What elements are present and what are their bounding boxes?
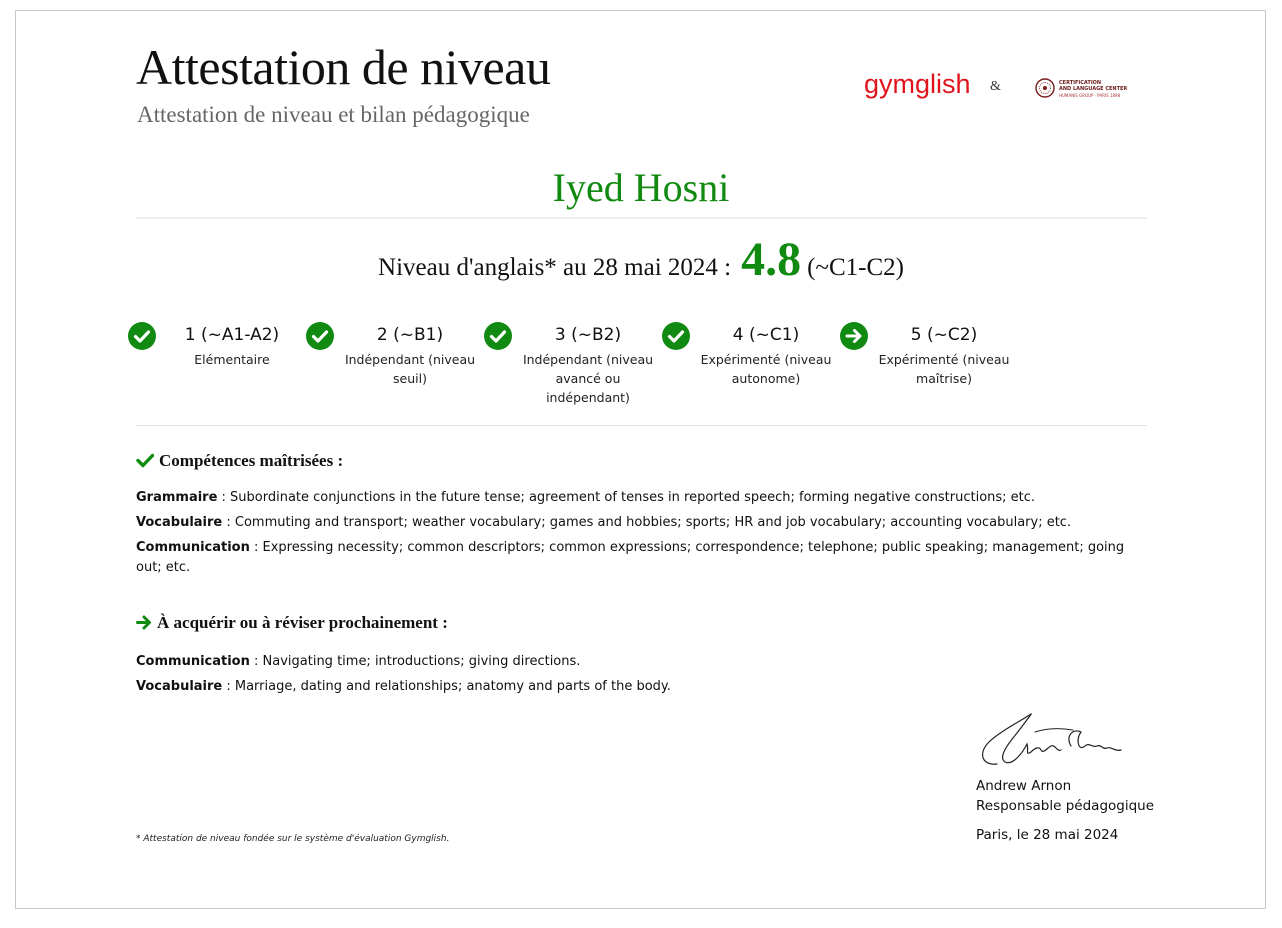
partner-logo [1035,78,1135,102]
partner-logo-line-1: CERTIFICATION [1059,80,1102,86]
partner-logo-line-3: HUMANIS GROUP · PARIS 1898 [1059,93,1121,98]
signer-name: Andrew Arnon [976,778,1072,794]
to-learn-section-title [136,613,448,633]
step-description: Elémentaire [194,352,270,367]
step-level: 3 (~B2) [554,325,622,345]
level-steps [128,322,1128,412]
item-text: : Subordinate conjunctions in the future tense; agreement of tenses in reported speech; forming negative constructions; etc. [217,490,1036,505]
level-step [840,322,1018,412]
page-title: Attestation de niveau [136,39,551,95]
check-icon [136,453,154,468]
learner-name: Iyed Hosni [552,165,730,210]
to-learn-item [136,677,1147,697]
level-cefr: (~C1-C2) [807,254,904,281]
ampersand: & [990,79,1001,94]
footnote: * Attestation de niveau fondée sur le système d'évaluation Gymglish. [136,834,450,844]
page-subtitle: Attestation de niveau et bilan pédagogique [137,102,530,127]
check-circle-icon [484,322,512,350]
step-level: 2 (~B1) [376,325,444,345]
mastered-item [136,538,1147,578]
level-step [662,322,840,412]
item-label: Vocabulaire [136,515,223,530]
level-step [484,322,662,412]
mastered-item [136,513,1147,533]
step-description: Expérimenté (niveau autonome) [700,352,832,386]
item-text: : Navigating time; introductions; giving directions. [249,654,581,669]
item-label: Grammaire [136,490,218,505]
item-label: Communication [136,654,250,669]
level-score: 4.8 [741,233,802,286]
step-description: Indépendant (niveau avancé ou indépendant) [522,352,654,405]
to-learn-item [136,652,1147,672]
mastered-item [136,488,1147,508]
place-date: Paris, le 28 mai 2024 [976,827,1119,843]
step-level: 5 (~C2) [910,325,978,345]
level-step [128,322,306,412]
item-label: Communication [136,540,250,555]
arrow-circle-icon [840,322,868,350]
seal-icon [1035,78,1055,98]
step-level: 1 (~A1-A2) [184,325,280,345]
level-step [306,322,484,412]
check-circle-icon [306,322,334,350]
divider [136,217,1147,219]
check-circle-icon [662,322,690,350]
signer-block [976,776,1154,816]
signature-image [975,706,1125,776]
gymglish-logo: gymglish [864,69,971,99]
divider [136,425,1147,426]
item-text: : Marriage, dating and relationships; anatomy and parts of the body. [222,679,671,694]
item-text: : Commuting and transport; weather vocabulary; games and hobbies; sports; HR and job vocabulary; accounting vocabulary; etc. [222,515,1072,530]
step-description: Expérimenté (niveau maîtrise) [878,352,1010,386]
level-label: Niveau d'anglais* au 28 mai 2024 : [378,254,732,281]
check-circle-icon [128,322,156,350]
item-text: : Expressing necessity; common descriptors; common expressions; correspondence; telephone; public speaking; management; going out; etc. [136,540,1125,575]
step-level: 4 (~C1) [732,325,800,345]
to-learn-title-text: À acquérir ou à réviser prochainement : [157,613,448,632]
mastered-title-text: Compétences maîtrisées : [159,451,344,470]
item-label: Vocabulaire [136,679,223,694]
level-summary [0,232,1282,287]
arrow-right-icon [136,615,152,630]
signer-role: Responsable pédagogique [976,798,1155,814]
mastered-section-title [136,451,343,471]
partner-logo-line-2: AND LANGUAGE CENTER [1059,86,1128,92]
step-description: Indépendant (niveau seuil) [344,352,476,386]
